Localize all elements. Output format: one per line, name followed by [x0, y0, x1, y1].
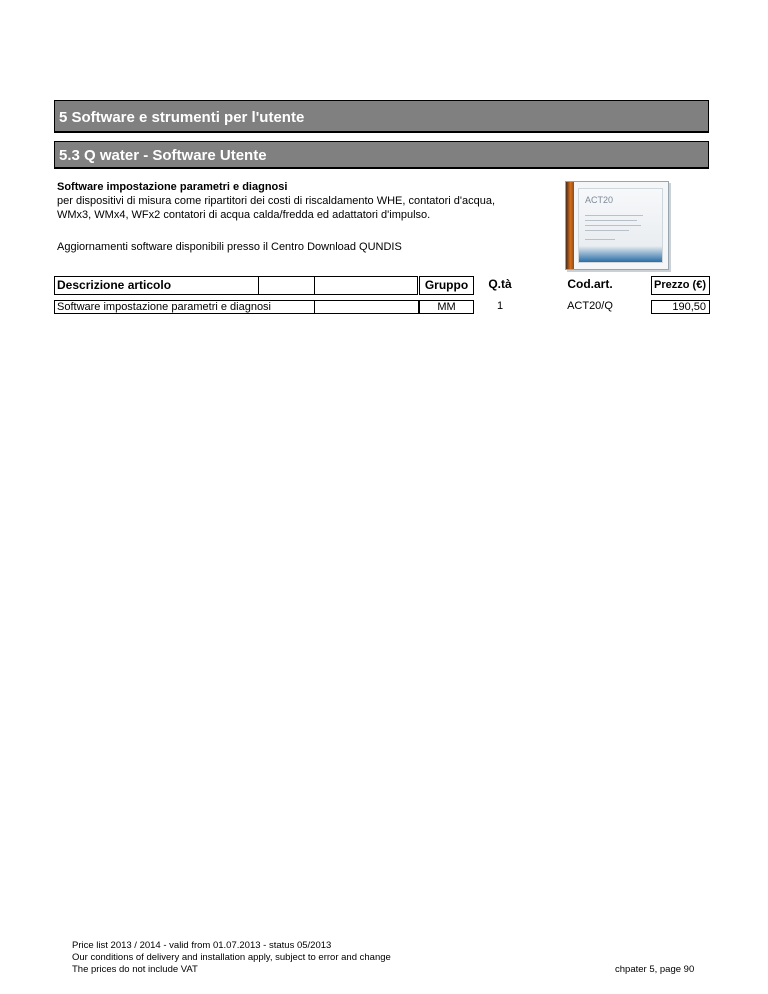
footer-line-1: Price list 2013 / 2014 - valid from 01.07.2013 - status 05/2013 — [72, 940, 332, 951]
product-description-line-2: WMx3, WMx4, WFx2 contatori di acqua calda/fredda ed adattatori d'impulso. — [57, 209, 431, 221]
cd-cover-line — [585, 239, 615, 240]
header-description: Descrizione articolo — [54, 276, 259, 295]
cd-cover — [578, 188, 663, 263]
header-price: Prezzo (€) — [651, 276, 710, 295]
cd-cover-title: ACT20 — [585, 195, 614, 205]
cell-group: MM — [419, 300, 474, 314]
chapter-heading: 5 Software e strumenti per l'utente — [54, 100, 709, 133]
header-group: Gruppo — [419, 276, 474, 295]
cd-cover-line — [585, 220, 637, 221]
footer-line-3: The prices do not include VAT — [72, 964, 198, 975]
cell-description: Software impostazione parametri e diagnosi — [54, 300, 315, 314]
cd-cover-line — [585, 230, 629, 231]
section-heading: 5.3 Q water - Software Utente — [54, 141, 709, 169]
footer-line-2: Our conditions of delivery and installation apply, subject to error and change — [72, 952, 391, 963]
cd-spine — [566, 182, 574, 269]
cd-cover-line — [585, 225, 641, 226]
product-description-line-1: per dispositivi di misura come ripartitori dei costi di riscaldamento WHE, contatori d'acqua, — [57, 195, 495, 207]
page-number: chpater 5, page 90 — [615, 964, 695, 975]
product-image-cd-case — [565, 181, 669, 270]
cell-code: ACT20/Q — [567, 300, 613, 312]
header-empty-1 — [258, 276, 315, 295]
cd-cover-wave — [579, 246, 662, 262]
product-info — [57, 180, 537, 222]
cd-cover-line — [585, 215, 643, 216]
header-qty: Q.tà — [488, 277, 512, 291]
product-title: Software impostazione parametri e diagnosi — [57, 181, 288, 193]
header-code: Cod.art. — [567, 277, 613, 291]
availability-note: Aggiornamenti software disponibili presso il Centro Download QUNDIS — [57, 241, 402, 253]
footer-notes — [72, 940, 391, 976]
header-empty-2 — [314, 276, 418, 295]
cell-empty — [314, 300, 419, 314]
cell-price: 190,50 — [651, 300, 710, 314]
cell-qty: 1 — [496, 300, 504, 312]
